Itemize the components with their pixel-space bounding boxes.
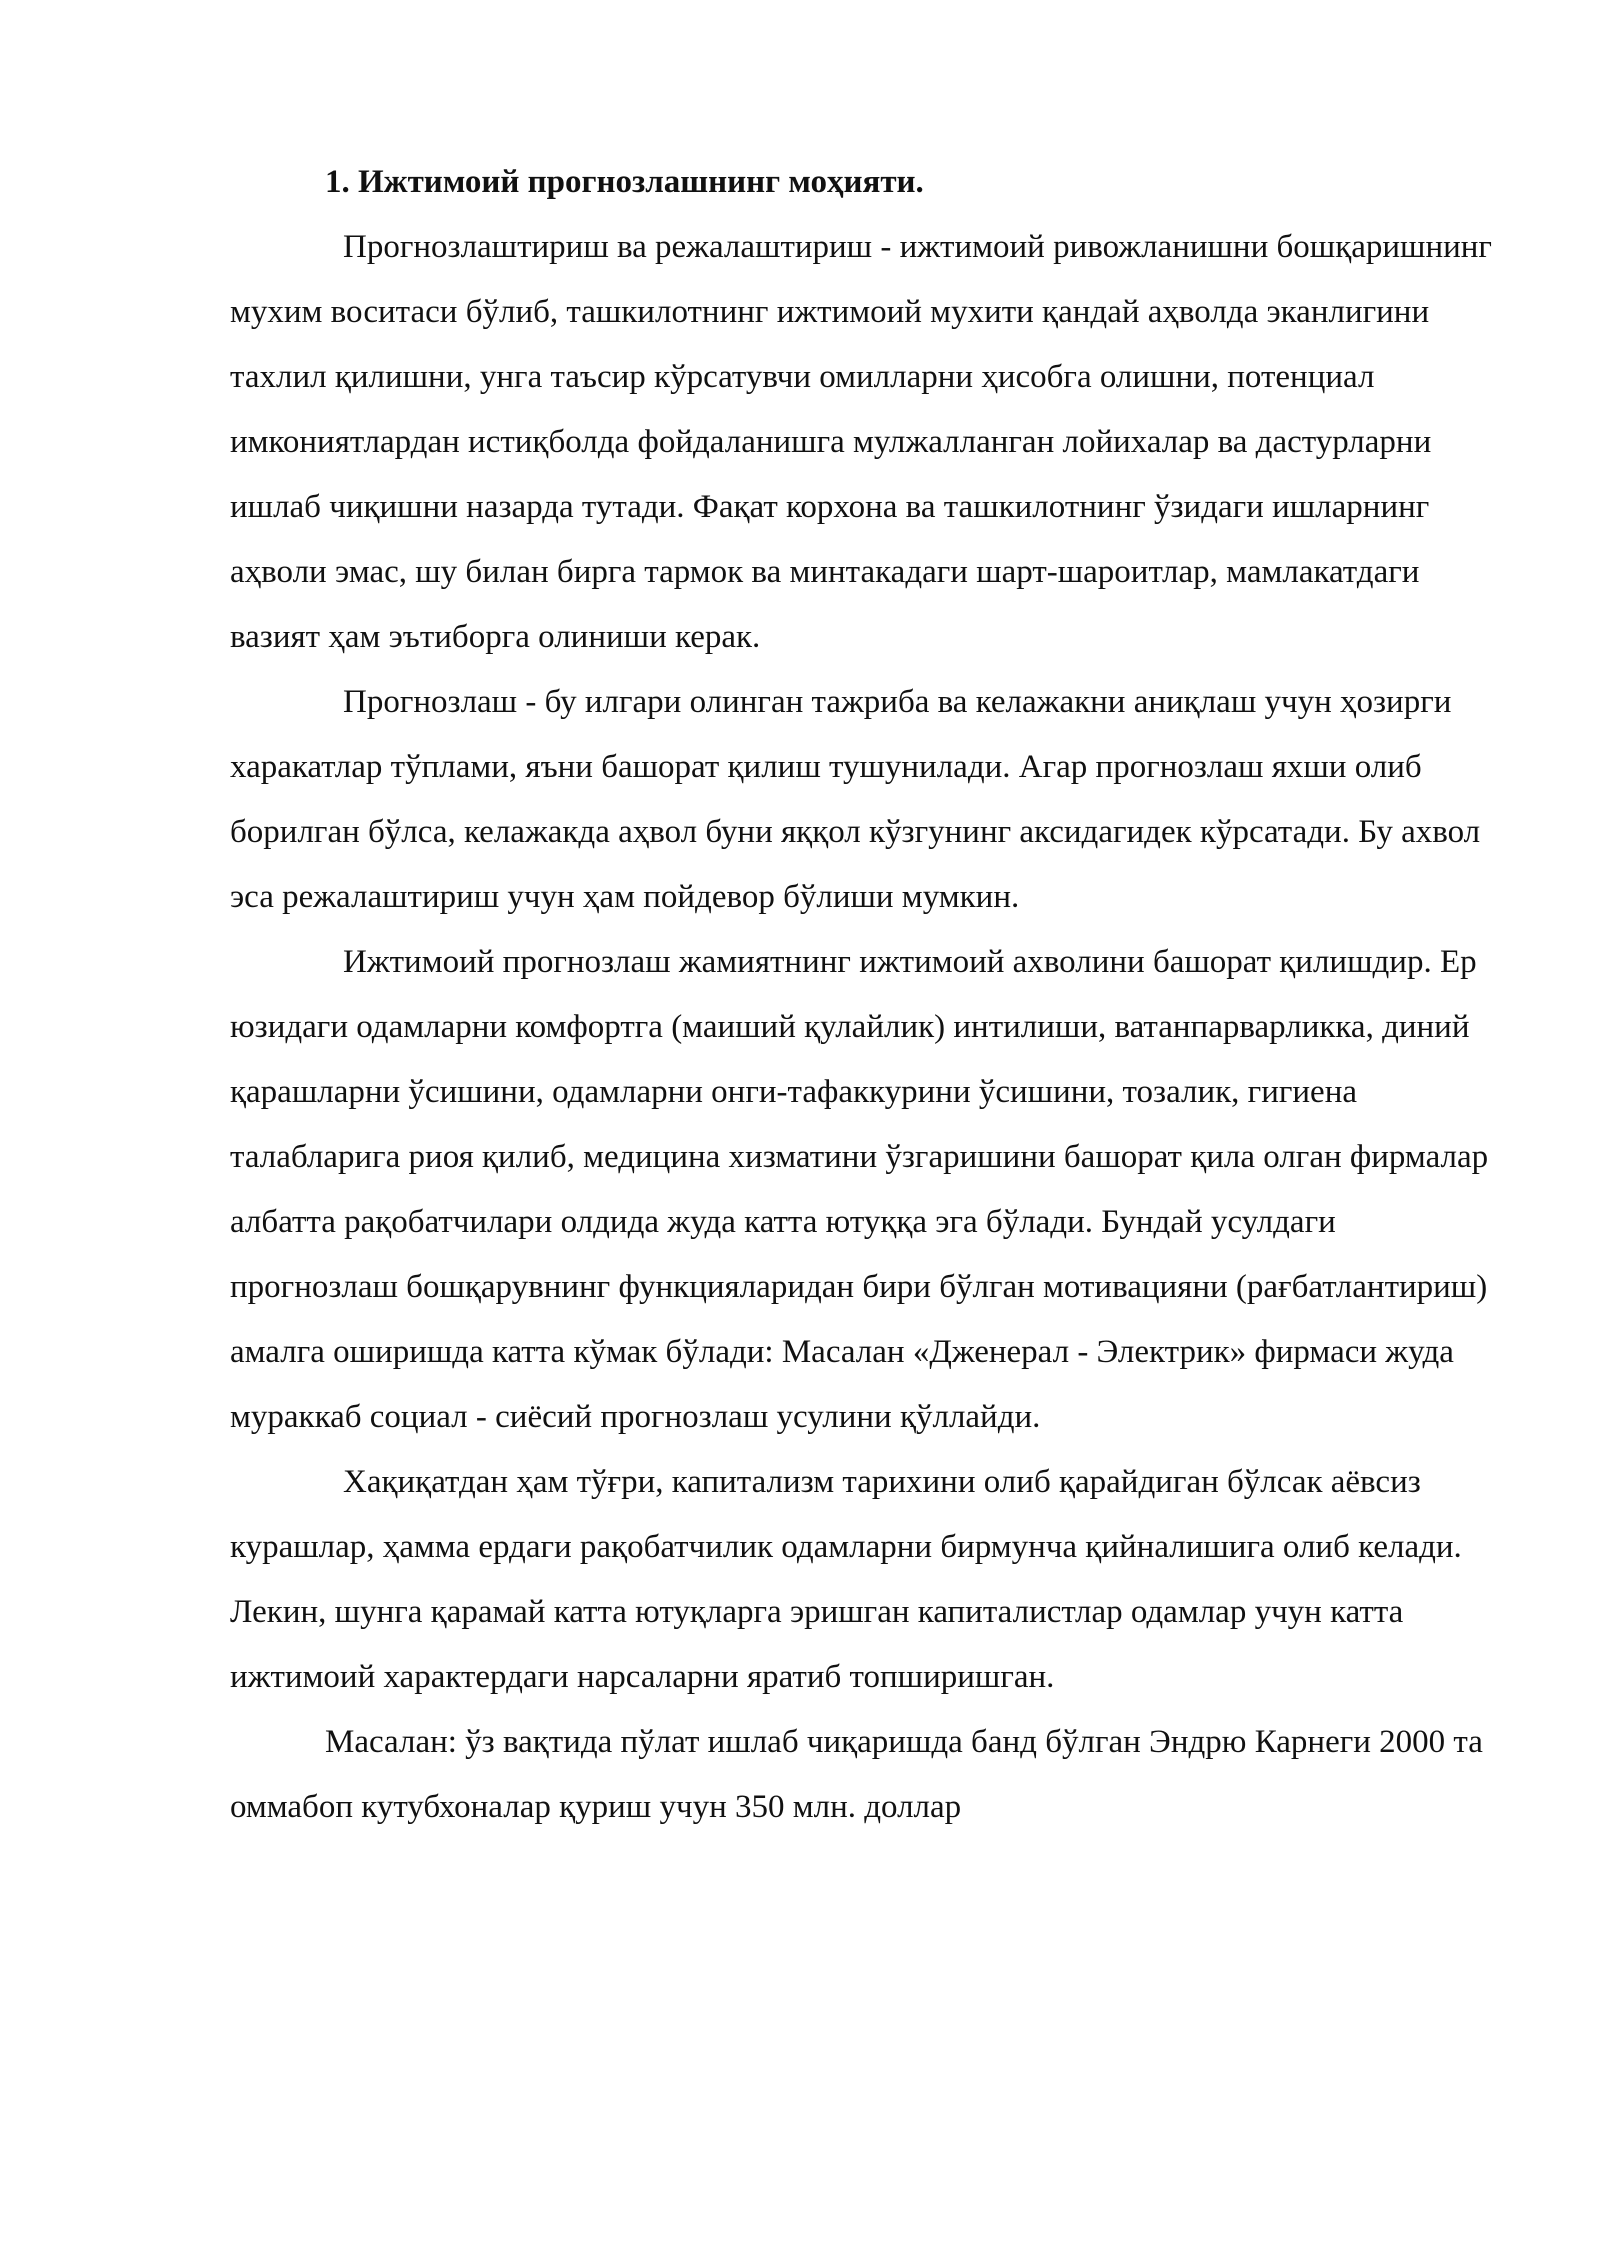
paragraph-5: Масалан: ўз вақтида пўлат ишлаб чиқаришда банд бўлган Эндрю Карнеги 2000 та оммабоп кутубхоналар қуриш учун 350 млн. доллар <box>230 1724 1483 1825</box>
paragraph-4: Хақиқатдан ҳам тўғри, капитализм тарихини олиб қарайдиган бўлсак аёвсиз курашлар, ҳамма ердаги рақобатчилик одамларни бирмунча қийналишига олиб келади. Лекин, шунга қарамай катта ютуқларга эришган капиталистлар одамлар учун катта ижтимоий характердаги нарсаларни яратиб топширишган. <box>230 1464 1462 1695</box>
paragraph-1: Прогнозлаштириш ва режалаштириш - ижтимоий ривожланишни бошқаришнинг мухим воситаси бўлиб, ташкилотнинг ижтимоий мухити қандай аҳволда эканлигини тахлил қилишни, унга таъсир кўрсатувчи омилларни ҳисобга олишни, потенциал имкониятлардан истиқболда фойдаланишга мулжалланган лойихалар ва дастурларни ишлаб чиқишни назарда тутади. Фақат корхона ва ташкилотнинг ўзидаги ишларнинг аҳволи эмас, шу билан бирга тармок ва минтакадаги шарт-шароитлар, мамлакатдаги вазият ҳам эътиборга олиниши керак. <box>230 229 1492 655</box>
paragraph-3: Ижтимоий прогнозлаш жамиятнинг ижтимоий ахволини башорат қилишдир. Ер юзидаги одамларни комфортга (маиший қулайлик) интилиши, ватанпарварликка, диний қарашларни ўсишини, одамларни онги-тафаккурини ўсишини, тозалик, гигиена талабларига риоя қилиб, медицина хизматини ўзгаришини башорат қила олган фирмалар албатта рақобатчилари олдида жуда катта ютуққа эга бўлади. Бундай усулдаги прогнозлаш бошқарувнинг функцияларидан бири бўлган мотивацияни (рағбатлантириш) амалга оширишда катта кўмак бўлади: Масалан «Дженерал - Электрик» фирмаси жуда мураккаб социал - сиёсий прогнозлаш усулини қўллайди. <box>230 944 1489 1435</box>
document-body <box>230 150 1500 1840</box>
section-heading: 1. Ижтимоий прогнозлашнинг моҳияти. <box>325 164 924 200</box>
paragraph-2: Прогнозлаш - бу илгари олинган тажриба ва келажакни аниқлаш учун ҳозирги харакатлар тўплами, яъни башорат қилиш тушунилади. Агар прогнозлаш яхши олиб борилган бўлса, келажакда аҳвол буни яққол кўзгунинг аксидагидек кўрсатади. Бу ахвол эса режалаштириш учун ҳам пойдевор бўлиши мумкин. <box>230 684 1481 915</box>
